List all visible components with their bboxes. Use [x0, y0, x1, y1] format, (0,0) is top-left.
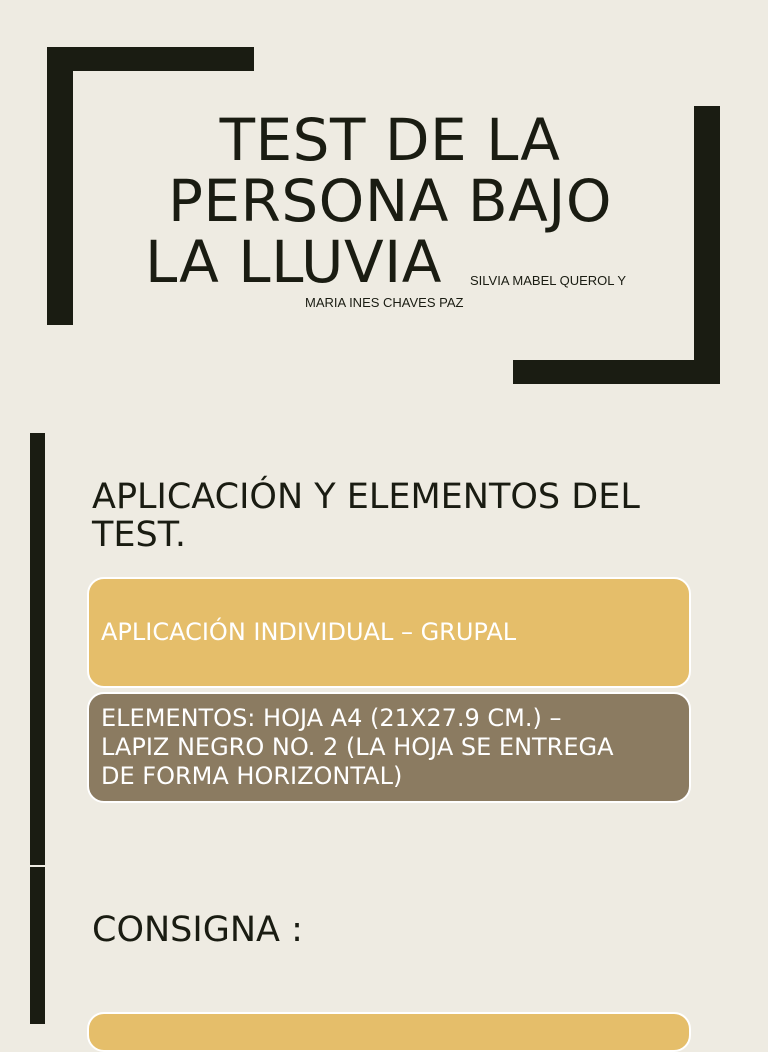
authors-line-1: SILVIA MABEL QUEROL Y — [470, 273, 627, 288]
elements-box — [87, 692, 691, 803]
authors-line-2: MARIA INES CHAVES PAZ — [305, 295, 464, 310]
title-line-2: PERSONA BAJO — [167, 167, 613, 235]
frame-top-left-horizontal — [47, 47, 254, 71]
title-line-1: TEST DE LA — [219, 106, 561, 174]
slide2-heading — [92, 478, 692, 554]
slide2-heading-line-1: APLICACIÓN Y ELEMENTOS DEL — [92, 477, 640, 517]
frame-top-left-vertical — [47, 47, 73, 325]
slide3-heading: CONSIGNA : — [92, 910, 303, 950]
application-text: APLICACIÓN INDIVIDUAL – GRUPAL — [101, 618, 517, 646]
elements-text — [101, 704, 614, 791]
title-line-3: LA LLUVIA — [145, 228, 442, 296]
elements-line-3: DE FORMA HORIZONTAL) — [101, 762, 403, 790]
frame-bottom-right-vertical — [694, 106, 720, 384]
slide-title — [130, 106, 650, 296]
slide2-heading-line-2: TEST. — [92, 515, 187, 555]
slide2-left-accent-bar — [30, 433, 45, 865]
slide3-box — [87, 1012, 691, 1052]
elements-line-2: LAPIZ NEGRO NO. 2 (LA HOJA SE ENTREGA — [101, 733, 614, 761]
application-box — [87, 577, 691, 688]
slide3-left-accent-bar — [30, 867, 45, 1024]
frame-bottom-right-horizontal — [513, 360, 720, 384]
elements-line-1: ELEMENTOS: HOJA A4 (21X27.9 CM.) – — [101, 704, 562, 732]
